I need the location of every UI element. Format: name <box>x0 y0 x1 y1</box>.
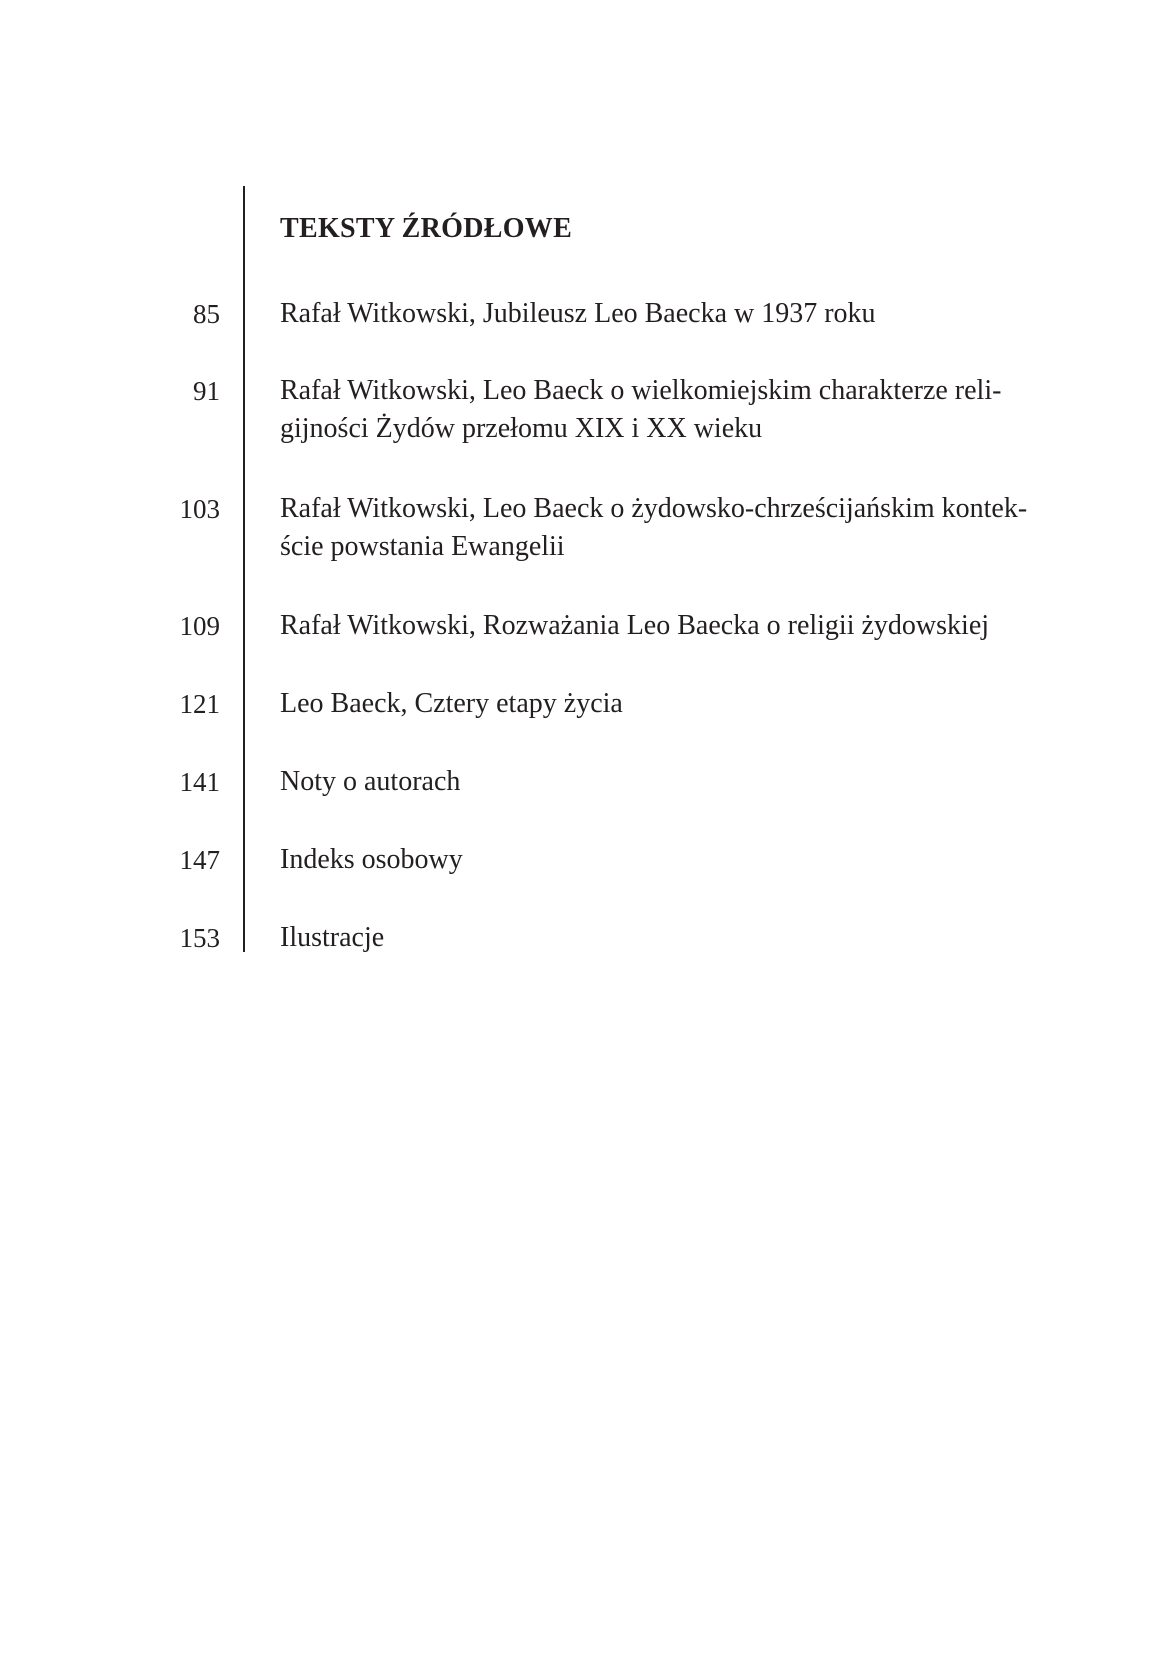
entry-title-line: gijności Żydów przełomu XIX i XX wieku <box>280 413 763 444</box>
entry-title <box>280 295 1050 333</box>
entry-title-line: Rafał Witkowski, Rozważania Leo Baecka o religii żydowskiej <box>280 610 990 641</box>
entry-title <box>280 841 1050 879</box>
entry-title <box>280 607 1050 645</box>
page-number: 121 <box>179 689 220 719</box>
page-number: 147 <box>179 845 220 875</box>
page-number: 141 <box>179 767 220 797</box>
page-number: 153 <box>179 923 220 953</box>
entry-title <box>280 763 1050 801</box>
entry-title-line: Indeks osobowy <box>280 844 463 875</box>
entry-title-line: Leo Baeck, Cztery etapy życia <box>280 688 623 719</box>
entry-title-line: Rafał Witkowski, Leo Baeck o wielkomiejskim charakterze reli- <box>280 375 1002 406</box>
entry-title-line: Noty o autorach <box>280 766 461 797</box>
entry-title <box>280 919 1050 957</box>
page-number: 85 <box>193 299 220 329</box>
entry-title-line: Rafał Witkowski, Leo Baeck o żydowsko-chrześcijańskim kontek- <box>280 493 1028 524</box>
vertical-divider <box>243 186 245 952</box>
entry-title-line: Ilustracje <box>280 922 385 953</box>
entry-title-line: Rafał Witkowski, Jubileusz Leo Baecka w 1937 roku <box>280 298 876 329</box>
entry-title <box>280 490 1050 566</box>
entry-title <box>280 685 1050 723</box>
page-number: 109 <box>179 611 220 641</box>
page-number: 103 <box>179 494 220 524</box>
entry-title-line: ście powstania Ewangelii <box>280 531 565 562</box>
section-heading: TEKSTY ŹRÓDŁOWE <box>280 213 573 244</box>
page-number: 91 <box>193 376 220 406</box>
entry-title <box>280 372 1050 448</box>
